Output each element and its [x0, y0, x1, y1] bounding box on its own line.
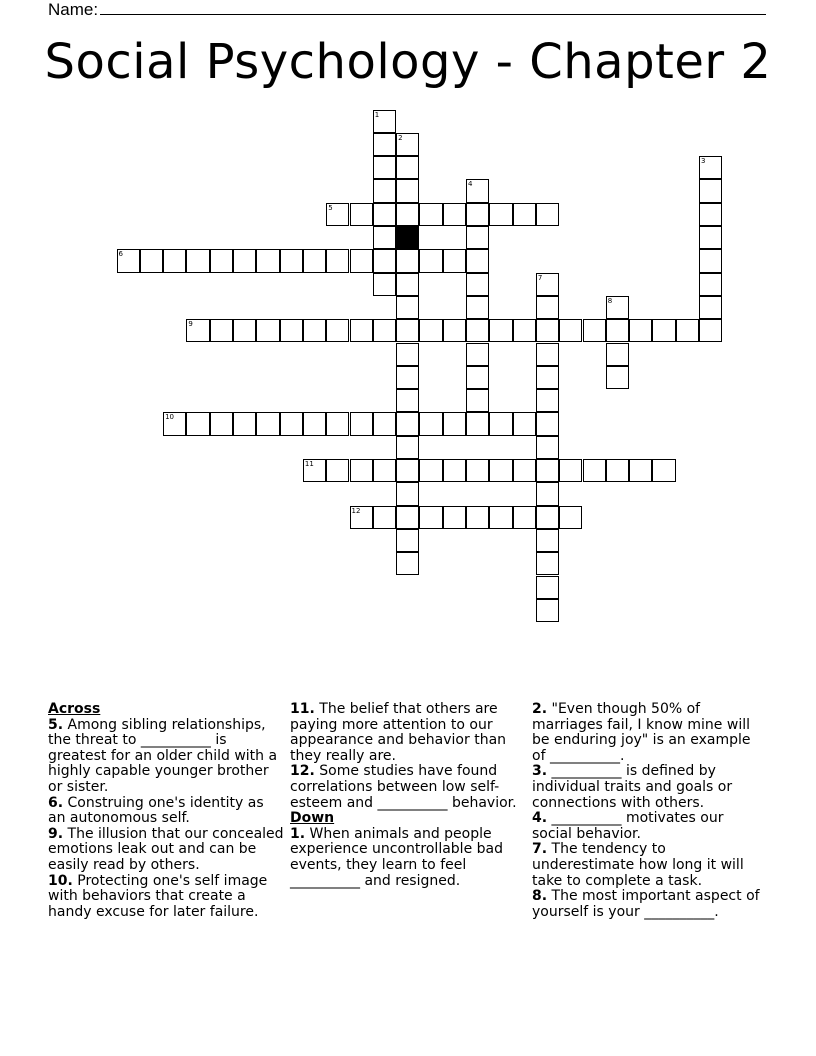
grid-cell[interactable] [256, 319, 279, 342]
grid-cell[interactable] [466, 412, 489, 435]
grid-cell[interactable] [326, 412, 349, 435]
grid-cell[interactable] [373, 506, 396, 529]
grid-cell[interactable] [396, 436, 419, 459]
grid-cell[interactable] [536, 552, 559, 575]
grid-cell[interactable] [373, 412, 396, 435]
grid-cell[interactable] [466, 203, 489, 226]
grid-cell[interactable] [186, 249, 209, 272]
grid-cell[interactable] [396, 156, 419, 179]
grid-cell[interactable] [443, 412, 466, 435]
grid-cell[interactable] [536, 389, 559, 412]
grid-cell[interactable] [303, 249, 326, 272]
grid-cell[interactable] [373, 226, 396, 249]
grid-cell[interactable] [443, 249, 466, 272]
grid-cell[interactable] [559, 319, 582, 342]
grid-cell[interactable] [466, 249, 489, 272]
across-clue-9: 9. The illusion that our concealed emotions leak out and can be easily read by others. [48, 825, 284, 873]
grid-cell[interactable] [513, 203, 536, 226]
grid-cell[interactable] [606, 319, 629, 342]
grid-cell[interactable] [350, 249, 373, 272]
grid-cell[interactable] [513, 319, 536, 342]
grid-cell[interactable] [396, 203, 419, 226]
grid-cell[interactable] [396, 296, 419, 319]
grid-cell[interactable] [419, 412, 442, 435]
grid-cell[interactable] [699, 156, 722, 179]
grid-cell[interactable] [233, 319, 256, 342]
grid-cell[interactable] [396, 389, 419, 412]
down-clue-2: 2. "Even though 50% of marriages fail, I know mine will be enduring joy" is an example of __________. [532, 701, 751, 764]
clues-column-3 [532, 702, 764, 920]
grid-cell[interactable] [256, 412, 279, 435]
grid-cell[interactable] [606, 459, 629, 482]
grid-cell[interactable] [583, 459, 606, 482]
grid-cell[interactable] [326, 319, 349, 342]
grid-cell[interactable] [583, 319, 606, 342]
grid-cell[interactable] [419, 319, 442, 342]
grid-cell[interactable] [396, 273, 419, 296]
grid-cell[interactable] [396, 249, 419, 272]
clue-number: 10 [165, 413, 175, 422]
grid-cell[interactable] [699, 226, 722, 249]
grid-cell[interactable] [373, 156, 396, 179]
across-clue-12: 12. Some studies have found correlations between low self-esteem and __________ behavior. [290, 763, 517, 811]
grid-cell[interactable] [233, 249, 256, 272]
grid-cell[interactable] [699, 249, 722, 272]
grid-cell[interactable] [303, 412, 326, 435]
page-title: Social Psychology - Chapter 2 [44, 34, 772, 90]
grid-cell[interactable] [350, 203, 373, 226]
black-cell [396, 226, 419, 249]
grid-cell[interactable] [350, 319, 373, 342]
across-heading: Across [48, 701, 101, 717]
grid-cell[interactable] [466, 226, 489, 249]
grid-cell[interactable] [350, 459, 373, 482]
grid-cell[interactable] [396, 366, 419, 389]
grid-cell[interactable] [536, 436, 559, 459]
grid-cell[interactable] [419, 249, 442, 272]
grid-cell[interactable] [652, 459, 675, 482]
grid-cell[interactable] [326, 249, 349, 272]
grid-cell[interactable] [396, 552, 419, 575]
across-clue-11: 11. The belief that others are paying more attention to our appearance and behavior than they really are. [290, 701, 507, 764]
grid-cell[interactable] [280, 319, 303, 342]
grid-cell[interactable] [326, 459, 349, 482]
grid-cell[interactable] [513, 459, 536, 482]
grid-cell[interactable] [536, 599, 559, 622]
grid-cell[interactable] [350, 412, 373, 435]
clue-number: 1 [374, 110, 380, 119]
grid-cell[interactable] [396, 319, 419, 342]
grid-cell[interactable] [699, 179, 722, 202]
grid-cell[interactable] [489, 319, 512, 342]
grid-cell[interactable] [396, 506, 419, 529]
grid-cell[interactable] [350, 506, 373, 529]
grid-cell[interactable] [256, 249, 279, 272]
across-clue-5: 5. Among sibling relationships, the threat to __________ is greatest for an older child with a highly capable younger brother or sister. [48, 716, 278, 795]
clue-number: 4 [468, 180, 473, 189]
grid-cell[interactable] [536, 203, 559, 226]
grid-cell[interactable] [373, 179, 396, 202]
grid-cell[interactable] [536, 459, 559, 482]
grid-cell[interactable] [303, 459, 326, 482]
clue-number: 3 [701, 157, 706, 166]
clue-number: 7 [537, 273, 543, 282]
grid-cell[interactable] [536, 366, 559, 389]
down-clue-3: 3. __________ is defined by individual traits and goals or connections with others. [532, 763, 733, 811]
grid-cell[interactable] [396, 179, 419, 202]
grid-cell[interactable] [280, 412, 303, 435]
grid-cell[interactable] [373, 110, 396, 133]
grid-cell[interactable] [396, 482, 419, 505]
grid-cell[interactable] [280, 249, 303, 272]
grid-cell[interactable] [396, 459, 419, 482]
grid-cell[interactable] [466, 319, 489, 342]
grid-cell[interactable] [606, 366, 629, 389]
grid-cell[interactable] [489, 203, 512, 226]
grid-cell[interactable] [536, 412, 559, 435]
grid-cell[interactable] [699, 203, 722, 226]
name-label: Name: [48, 0, 99, 19]
grid-cell[interactable] [513, 506, 536, 529]
grid-cell[interactable] [699, 296, 722, 319]
grid-cell[interactable] [536, 482, 559, 505]
grid-cell[interactable] [233, 412, 256, 435]
down-clue-1: 1. When animals and people experience uncontrollable bad events, they learn to feel __________ and resigned. [290, 825, 503, 889]
grid-cell[interactable] [396, 412, 419, 435]
grid-cell[interactable] [699, 319, 722, 342]
grid-cell[interactable] [513, 412, 536, 435]
grid-cell[interactable] [396, 343, 419, 366]
grid-cell[interactable] [466, 179, 489, 202]
grid-cell[interactable] [443, 506, 466, 529]
grid-cell[interactable] [606, 343, 629, 366]
grid-cell[interactable] [443, 319, 466, 342]
clue-number: 8 [607, 296, 613, 305]
grid-cell[interactable] [419, 203, 442, 226]
grid-cell[interactable] [489, 506, 512, 529]
down-clue-8: 8. The most important aspect of yourself is your __________. [532, 888, 760, 920]
grid-cell[interactable] [536, 319, 559, 342]
grid-cell[interactable] [163, 249, 186, 272]
grid-cell[interactable] [186, 319, 209, 342]
grid-cell[interactable] [373, 459, 396, 482]
grid-cell[interactable] [419, 459, 442, 482]
grid-cell[interactable] [629, 319, 652, 342]
grid-cell[interactable] [466, 389, 489, 412]
grid-cell[interactable] [117, 249, 140, 272]
down-clue-4: 4. __________ motivates our social behavior. [532, 810, 724, 842]
grid-cell[interactable] [489, 412, 512, 435]
grid-cell[interactable] [676, 319, 699, 342]
clue-number: 9 [188, 320, 193, 329]
grid-cell[interactable] [140, 249, 163, 272]
grid-cell[interactable] [419, 506, 442, 529]
grid-cell[interactable] [536, 343, 559, 366]
grid-cell[interactable] [466, 296, 489, 319]
clue-number: 11 [304, 460, 314, 468]
grid-cell[interactable] [443, 203, 466, 226]
grid-cell[interactable] [373, 273, 396, 296]
grid-cell[interactable] [373, 133, 396, 156]
grid-cell[interactable] [210, 412, 233, 435]
grid-cell[interactable] [163, 412, 186, 435]
grid-cell[interactable] [699, 273, 722, 296]
grid-cell[interactable] [536, 576, 559, 599]
grid-cell[interactable] [536, 273, 559, 296]
grid-cell[interactable] [629, 459, 652, 482]
grid-cell[interactable] [559, 506, 582, 529]
grid-cell[interactable] [489, 459, 512, 482]
grid-cell[interactable] [536, 506, 559, 529]
grid-cell[interactable] [186, 412, 209, 435]
down-clue-7: 7. The tendency to underestimate how long it will take to complete a task. [532, 841, 744, 889]
clue-number: 2 [398, 133, 403, 142]
grid-cell[interactable] [396, 529, 419, 552]
across-clue-10: 10. Protecting one's self image with behaviors that create a handy excuse for later failure. [48, 872, 268, 920]
grid-cell[interactable] [466, 459, 489, 482]
clue-number: 12 [351, 506, 361, 515]
clues-column-1 [48, 702, 284, 920]
grid-cell[interactable] [443, 459, 466, 482]
grid-cell[interactable] [466, 366, 489, 389]
grid-cell[interactable] [373, 249, 396, 272]
down-heading: Down [290, 810, 335, 827]
clues-column-2 [290, 702, 518, 889]
clue-number: 5 [328, 203, 333, 212]
grid-cell[interactable] [373, 319, 396, 342]
clue-number: 6 [118, 250, 123, 259]
grid-cell[interactable] [559, 459, 582, 482]
grid-cell[interactable] [303, 319, 326, 342]
grid-cell[interactable] [536, 529, 559, 552]
grid-cell[interactable] [373, 203, 396, 226]
grid-cell[interactable] [466, 343, 489, 366]
across-clue-6: 6. Construing one's identity as an autonomous self. [48, 794, 264, 827]
grid-cell[interactable] [326, 203, 349, 226]
grid-cell[interactable] [210, 319, 233, 342]
grid-cell[interactable] [466, 506, 489, 529]
grid-cell[interactable] [210, 249, 233, 272]
grid-cell[interactable] [536, 296, 559, 319]
grid-cell[interactable] [652, 319, 675, 342]
grid-cell[interactable] [606, 296, 629, 319]
grid-cell[interactable] [466, 273, 489, 296]
grid-cell[interactable] [396, 133, 419, 156]
